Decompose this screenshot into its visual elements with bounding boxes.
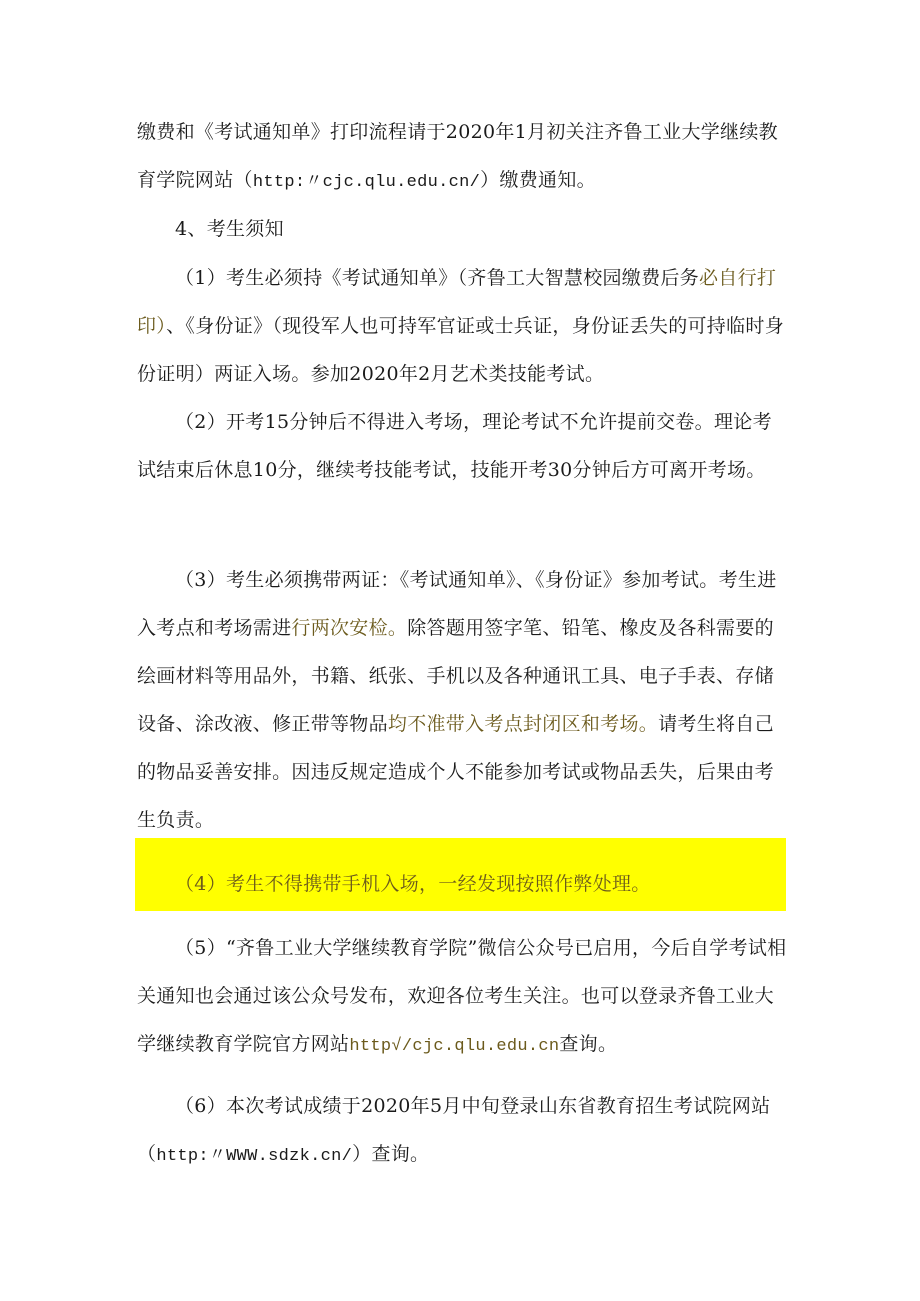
text-segment: （1）考生必须持《考试通知单》（齐鲁工大智慧校园缴费后务 bbox=[175, 267, 699, 289]
highlighted-text: 均不准带入考点封闭区和考场。 bbox=[387, 713, 659, 735]
paragraph-item-4-highlighted: （4）考生不得携带手机入场，一经发现按照作弊处理。 bbox=[175, 873, 651, 895]
website-url: http√/cjc.qlu.edu.cn bbox=[349, 1037, 560, 1056]
text-segment: 查询。 bbox=[559, 1033, 618, 1055]
text-segment: ）缴费通知。 bbox=[480, 169, 596, 191]
paragraph-item-1 bbox=[137, 254, 787, 398]
paragraph-item-6 bbox=[137, 1082, 787, 1181]
paragraph-item-3 bbox=[137, 556, 787, 844]
text-segment: 请考生将自己的物品妥善安排。因违反规定造成个人不能参加考试或物品丢失，后果由考生负责。 bbox=[137, 713, 774, 831]
text-segment: 、《身份证》（现役军人也可持军官证或士兵证，身份证丢失的可持临时身份证明）两证入场。参加2020年2月艺术类技能考试。 bbox=[137, 315, 785, 385]
paragraph-item-5 bbox=[137, 924, 787, 1071]
text-segment: 缴费和《考试通知单》打印流程请于2020年1月初关注齐鲁工业大学继续教育学院网站（ bbox=[137, 121, 778, 191]
text-segment: （6）本次考试成绩于2020年5月中旬登录山东省教育招生考试院网站（ bbox=[137, 1095, 771, 1165]
paragraph-item-2: （2）开考15分钟后不得进入考场，理论考试不允许提前交卷。理论考试结束后休息10分，继续考技能考试，技能开考30分钟后方可离开考场。 bbox=[137, 411, 772, 481]
text-segment: （5）“齐鲁工业大学继续教育学院”微信公众号已启用，今后自学考试相关通知也会通过该公众号发布，欢迎各位考生关注。也可以登录齐鲁工业大学继续教育学院官方网站 bbox=[137, 937, 787, 1055]
website-url: http:〃WWW.sdzk.cn/ bbox=[156, 1147, 353, 1166]
text-segment: （3）考生必须携带两证：《考试通知单》、《身份证》参加考试。考生进入考点和考场需进 bbox=[137, 569, 777, 639]
highlighted-text: 必自行打印） bbox=[137, 267, 777, 337]
text-segment: 除答题用签字笔、铅笔、橡皮及各科需要的绘画材料等用品外，书籍、纸张、手机以及各种通讯工具、电子手表、存储设备、涂改液、修正带等物品 bbox=[137, 617, 774, 735]
text-segment: ）查询。 bbox=[352, 1143, 430, 1165]
paragraph-payment-notice bbox=[137, 108, 787, 207]
website-url: http:〃cjc.qlu.edu.cn/ bbox=[252, 173, 481, 192]
section-heading-candidate-notice: 4、考生须知 bbox=[175, 218, 284, 240]
highlighted-text: 行两次安检。 bbox=[291, 617, 408, 639]
